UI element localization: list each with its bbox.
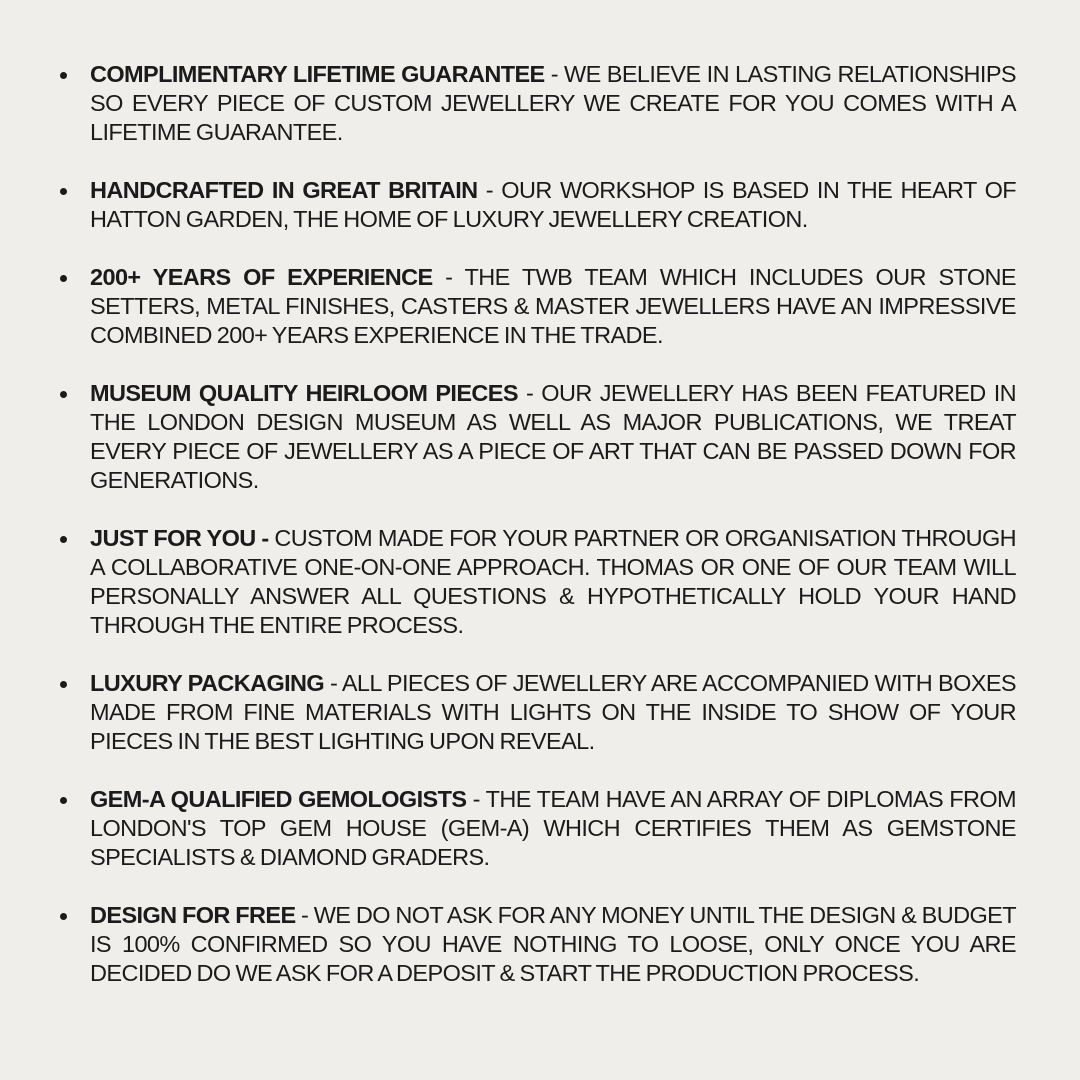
feature-description: CUSTOM MADE FOR YOUR PARTNER OR ORGANISATION THROUGH A COLLABORATIVE ONE-ON-ONE APPROACH. THOMAS OR ONE OF OUR TEAM WILL PERSONALLY ANSWER ALL QUESTIONS & HYPOTHETICALLY HOLD YOUR HAND THROUGH THE ENTIRE PROCESS. bbox=[90, 525, 1016, 638]
feature-title: JUST FOR YOU - bbox=[90, 525, 275, 551]
feature-list bbox=[90, 60, 1016, 988]
feature-title: GEM-A QUALIFIED GEMOLOGISTS bbox=[90, 786, 467, 812]
feature-description: - OUR WORKSHOP IS BASED IN THE HEART OF HATTON GARDEN, THE HOME OF LUXURY JEWELLERY CREATION. bbox=[90, 177, 1017, 232]
feature-title: COMPLIMENTARY LIFETIME GUARANTEE bbox=[90, 61, 545, 87]
bullet-icon bbox=[60, 391, 67, 398]
feature-description: - THE TEAM HAVE AN ARRAY OF DIPLOMAS FROM LONDON'S TOP GEM HOUSE (GEM-A) WHICH CERTIFIES THEM AS GEMSTONE SPECIALISTS & DIAMOND GRADERS. bbox=[90, 786, 1016, 870]
feature-title: LUXURY PACKAGING bbox=[90, 670, 325, 696]
feature-item-gemologists bbox=[90, 785, 1016, 872]
feature-description: - OUR JEWELLERY HAS BEEN FEATURED IN THE LONDON DESIGN MUSEUM AS WELL AS MAJOR PUBLICATIONS, WE TREAT EVERY PIECE OF JEWELLERY AS A PIECE OF ART THAT CAN BE PASSED DOWN FOR GENERATIONS. bbox=[90, 380, 1016, 493]
feature-description: - ALL PIECES OF JEWELLERY ARE ACCOMPANIED WITH BOXES MADE FROM FINE MATERIALS WITH LIGHTS ON THE INSIDE TO SHOW OF YOUR PIECES IN THE BEST LIGHTING UPON REVEAL. bbox=[90, 670, 1016, 754]
feature-description: - WE BELIEVE IN LASTING RELATIONSHIPS SO EVERY PIECE OF CUSTOM JEWELLERY WE CREATE FOR YOU COMES WITH A LIFETIME GUARANTEE. bbox=[90, 61, 1016, 145]
bullet-icon bbox=[60, 797, 67, 804]
feature-description: - THE TWB TEAM WHICH INCLUDES OUR STONE SETTERS, METAL FINISHES, CASTERS & MASTER JEWELLERS HAVE AN IMPRESSIVE COMBINED 200+ YEARS EXPERIENCE IN THE TRADE. bbox=[90, 264, 1016, 348]
feature-title: DESIGN FOR FREE bbox=[90, 902, 296, 928]
feature-title: 200+ YEARS OF EXPERIENCE bbox=[90, 264, 433, 290]
feature-title: MUSEUM QUALITY HEIRLOOM PIECES bbox=[90, 380, 518, 406]
feature-item-just-for-you bbox=[90, 524, 1016, 640]
feature-item-handcrafted bbox=[90, 176, 1016, 234]
bullet-icon bbox=[60, 188, 67, 195]
feature-item-museum-quality bbox=[90, 379, 1016, 495]
feature-item-experience bbox=[90, 263, 1016, 350]
feature-item-luxury-packaging bbox=[90, 669, 1016, 756]
feature-item-design-for-free bbox=[90, 901, 1016, 988]
feature-item-lifetime-guarantee bbox=[90, 60, 1016, 147]
bullet-icon bbox=[60, 536, 67, 543]
feature-title: HANDCRAFTED IN GREAT BRITAIN bbox=[90, 177, 478, 203]
bullet-icon bbox=[60, 913, 67, 920]
bullet-icon bbox=[60, 681, 67, 688]
bullet-icon bbox=[60, 275, 67, 282]
feature-description: - WE DO NOT ASK FOR ANY MONEY UNTIL THE DESIGN & BUDGET IS 100% CONFIRMED SO YOU HAVE NOTHING TO LOOSE, ONLY ONCE YOU ARE DECIDED DO WE ASK FOR A DEPOSIT & START THE PRODUCTION PROCESS. bbox=[90, 902, 1016, 986]
bullet-icon bbox=[60, 72, 67, 79]
